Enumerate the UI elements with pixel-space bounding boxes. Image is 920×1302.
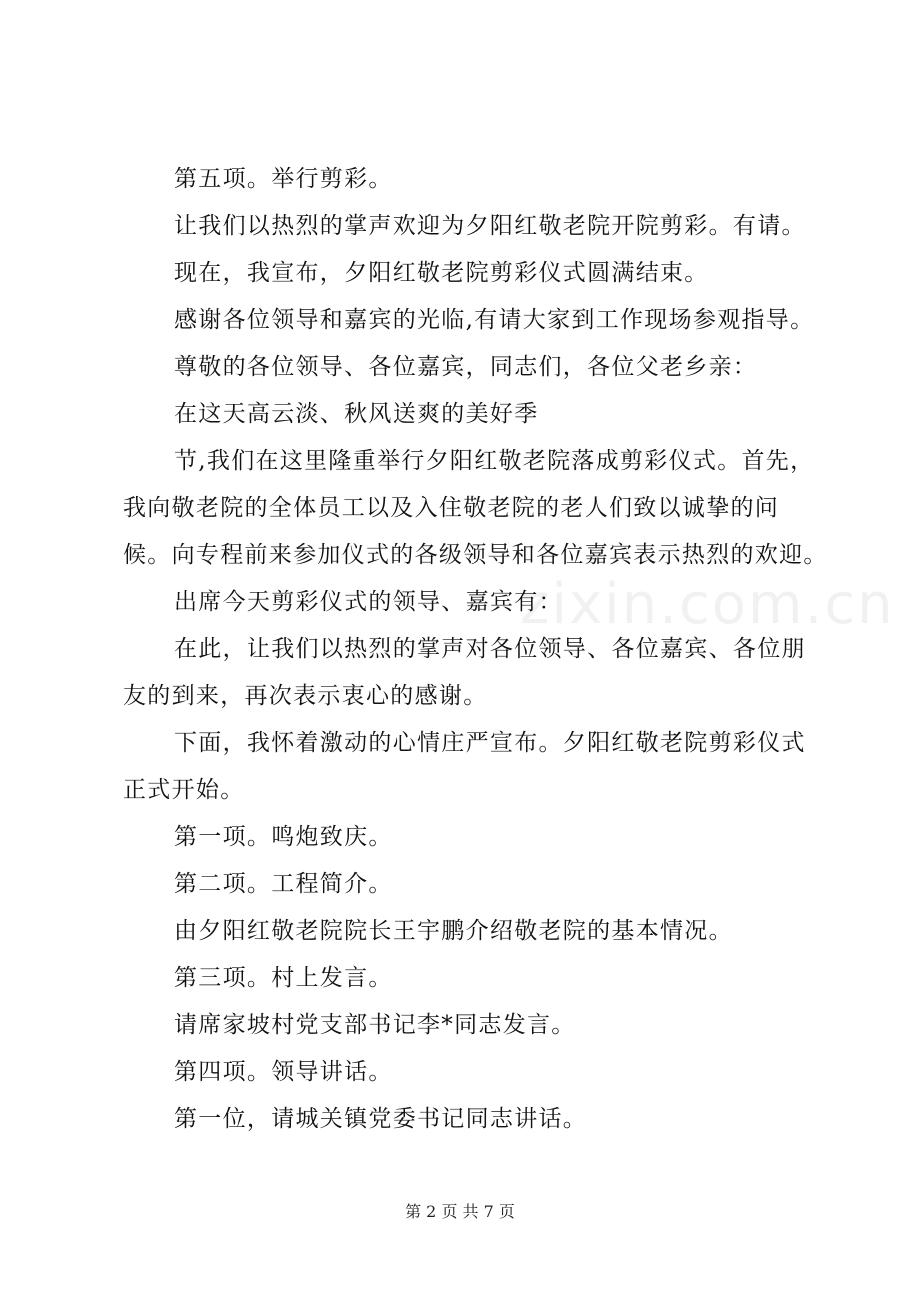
- paragraph-line: 在此，让我们以热烈的掌声对各位领导、各位嘉宾、各位朋: [174, 636, 806, 662]
- paragraph-line: 友的到来，再次表示衷心的感谢。: [123, 683, 488, 709]
- paragraph-line: 由夕阳红敬老院院长王宇鹏介绍敬老院的基本情况。: [174, 918, 733, 944]
- paragraph-line: 现在，我宣布，夕阳红敬老院剪彩仪式圆满结束。: [174, 260, 709, 286]
- paragraph-line: 正式开始。: [123, 777, 245, 803]
- paragraph-line: 候。向专程前来参加仪式的各级领导和各位嘉宾表示热烈的欢迎。: [123, 542, 828, 568]
- paragraph-line: 第五项。举行剪彩。: [174, 166, 393, 192]
- paragraph-line: 我向敬老院的全体员工以及入住敬老院的老人们致以诚挚的问: [123, 495, 780, 521]
- paragraph-line: 第四项。领导讲话。: [174, 1059, 393, 1085]
- paragraph-line: 让我们以热烈的掌声欢迎为夕阳红敬老院开院剪彩。有请。: [174, 213, 806, 239]
- paragraph-line: 第三项。村上发言。: [174, 965, 393, 991]
- paragraph-line: 第一位，请城关镇党委书记同志讲话。: [174, 1106, 588, 1132]
- paragraph-line: 在这天高云淡、秋风送爽的美好季: [174, 401, 539, 427]
- paragraph-line: 下面，我怀着激动的心情庄严宣布。夕阳红敬老院剪彩仪式: [174, 730, 806, 756]
- watermark: zixin.com.cn: [520, 572, 895, 637]
- paragraph-line: 请席家坡村党支部书记李*同志发言。: [174, 1012, 576, 1038]
- paragraph-line: 第二项。工程简介。: [174, 871, 393, 897]
- paragraph-line: 感谢各位领导和嘉宾的光临,有请大家到工作现场参观指导。: [174, 307, 815, 333]
- paragraph-line: 第一项。鸣炮致庆。: [174, 824, 393, 850]
- paragraph-line: 节,我们在这里隆重举行夕阳红敬老院落成剪彩仪式。首先，: [174, 448, 815, 474]
- paragraph-line: 出席今天剪彩仪式的领导、嘉宾有：: [174, 589, 563, 615]
- page-footer: 第 2 页 共 7 页: [405, 1202, 515, 1221]
- paragraph-line: 尊敬的各位领导、各位嘉宾，同志们，各位父老乡亲：: [174, 354, 758, 380]
